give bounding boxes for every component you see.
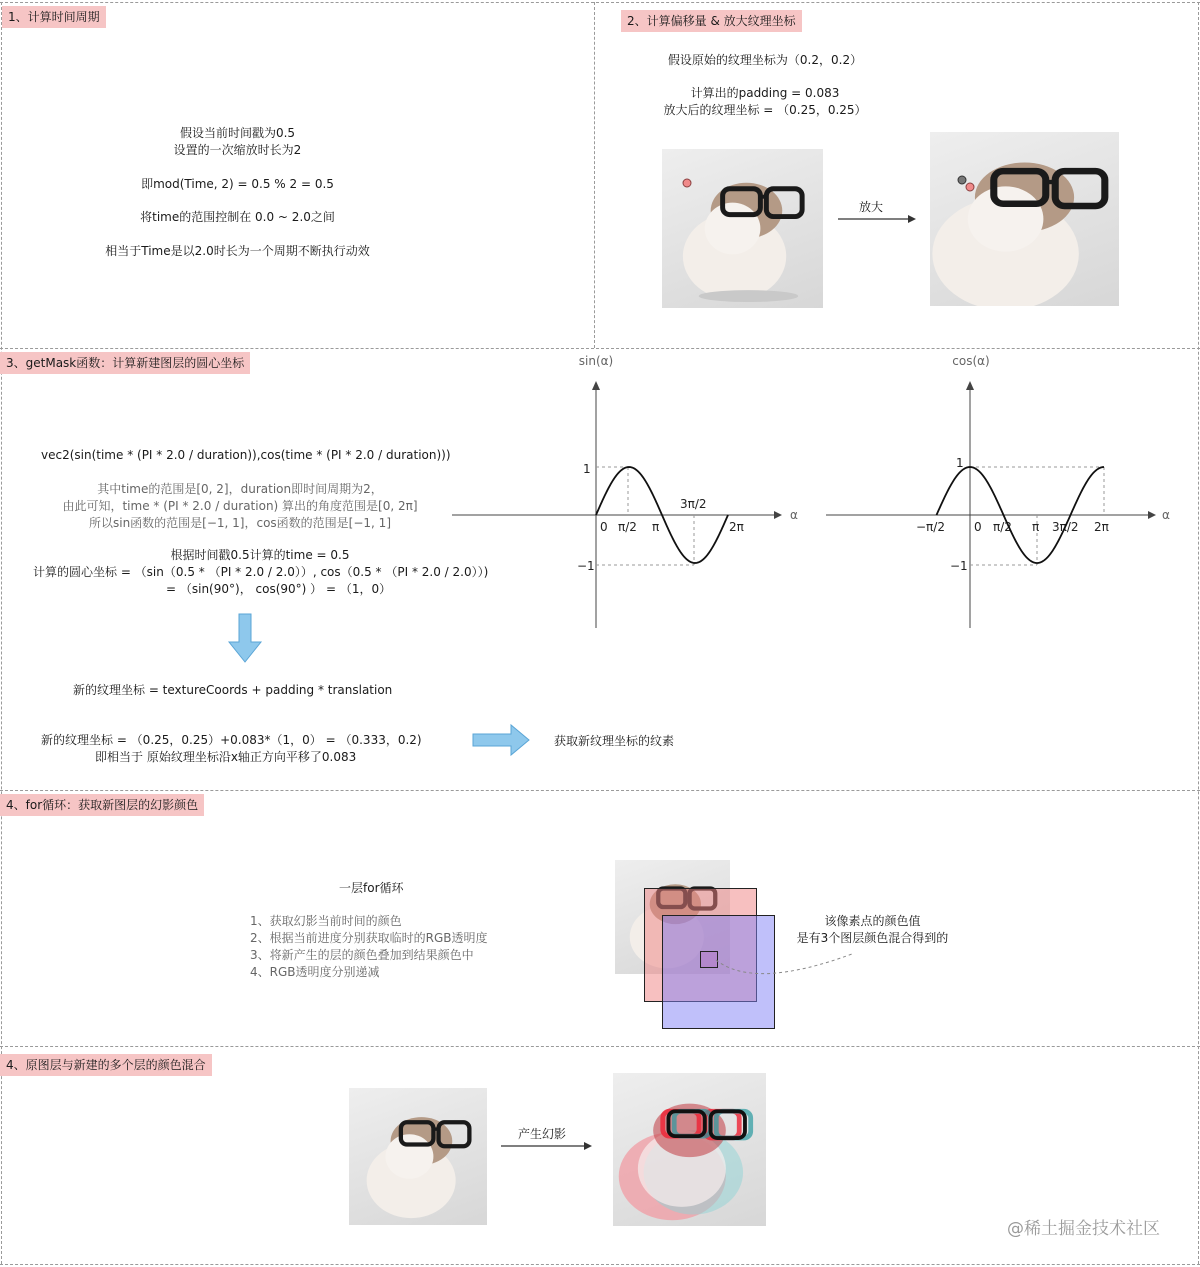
sin-chart (446, 350, 812, 640)
sin-x-tick-half-pi: π/2 (618, 520, 637, 534)
sin-x-arrow-icon (774, 511, 782, 519)
s5-arrow-label: 产生幻影 (517, 1127, 566, 1141)
s4-pixel-note-1: 该像素点的颜色值 (824, 914, 921, 928)
cos-x-tick-pi: π (1032, 520, 1040, 534)
s3-tex-formula: 新的纹理坐标 = textureCoords + padding * translation (73, 683, 393, 697)
divider-3 (0, 1046, 1200, 1047)
cos-chart-title: cos(α) (952, 354, 990, 368)
s3-result: 获取新纹理坐标的纹素 (554, 734, 675, 748)
s4-step-2: 2、根据当前进度分别获取临时的RGB透明度 (250, 931, 488, 945)
sin-chart-title: sin(α) (578, 354, 614, 368)
s1-line-4: 将time的范围控制在 0.0 ~ 2.0之间 (140, 210, 335, 224)
s3-note-3: 所以sin函数的范围是[−1, 1]，cos函数的范围是[−1, 1] (88, 516, 392, 530)
section-2-title: 2、计算偏移量 & 放大纹理坐标 (621, 10, 802, 32)
s2-line-1: 假设原始的纹理坐标为（0.2，0.2） (667, 53, 863, 67)
sin-x-tick-3half-pi: 3π/2 (680, 497, 707, 511)
pixel-connector (714, 950, 864, 990)
cos-y-tick-neg1: −1 (950, 559, 968, 573)
cos-chart (822, 350, 1192, 640)
red-sample-dot-icon (676, 172, 698, 194)
zoom-arrow-icon (836, 213, 918, 225)
sin-x-label: α (790, 508, 798, 522)
s3-calc-2: 计算的圆心坐标 = （sin（0.5 * （PI * 2.0 / 2.0））, cos（0.5 * （PI * 2.0 / 2.0））) (33, 565, 489, 579)
s4-step-1: 1、获取幻影当前时间的颜色 (250, 914, 402, 928)
s2-line-2: 计算出的padding = 0.083 (690, 86, 840, 100)
sin-y-arrow-icon (592, 381, 600, 390)
sin-x-tick-2pi: 2π (729, 520, 744, 534)
s4-step-3: 3、将新产生的层的颜色叠加到结果颜色中 (250, 948, 474, 962)
s3-tex-note: 即相当于 原始纹理坐标沿x轴正方向平移了0.083 (95, 750, 357, 764)
s3-tex-calc: 新的纹理坐标 = （0.25，0.25）+0.083*（1，0） = （0.333，0.2) (41, 733, 422, 747)
divider-vertical (594, 2, 595, 348)
cos-x-tick-3half-pi: 3π/2 (1052, 520, 1079, 534)
s1-line-5: 相当于Time是以2.0时长为一个周期不断执行动效 (105, 244, 370, 258)
divider-2 (0, 790, 1200, 791)
sin-x-tick-0: 0 (600, 520, 608, 534)
sin-x-tick-pi: π (652, 520, 660, 534)
s2-line-3: 放大后的纹理坐标 = （0.25，0.25） (663, 103, 867, 117)
ghost-arrow-icon (499, 1140, 595, 1152)
s4-loop-title: 一层for循环 (339, 881, 404, 895)
sin-y-tick-1: 1 (583, 462, 591, 476)
final-ghost-image (613, 1073, 766, 1226)
cos-y-arrow-icon (966, 381, 974, 390)
divider-1 (0, 348, 1200, 349)
s3-note-2: 由此可知，time * (PI * 2.0 / duration) 算出的角度范围是[0, 2π] (62, 499, 418, 513)
final-ghost-hamster (613, 1073, 766, 1226)
s3-formula: vec2(sin(time * (PI * 2.0 / duration)),cos(time * (PI * 2.0 / duration))) (41, 448, 451, 462)
s3-calc-1: 根据时间戳0.5计算的time = 0.5 (170, 548, 350, 562)
moved-sample-dots-icon (952, 171, 982, 197)
section-4-title: 4、for循环：获取新图层的幻影颜色 (0, 794, 204, 816)
s3-calc-3: = （sin(90°)， cos(90°) ） = （1，0） (166, 582, 392, 596)
cos-x-label: α (1162, 508, 1170, 522)
s1-line-2: 设置的一次缩放时长为2 (173, 143, 302, 157)
top-border (0, 2, 1200, 3)
cos-x-arrow-icon (1148, 511, 1156, 519)
down-arrow-icon (226, 612, 264, 664)
cos-x-tick-neg-half-pi: −π/2 (916, 520, 945, 534)
s2-arrow-label: 放大 (858, 200, 883, 214)
s4-step-4: 4、RGB透明度分别递减 (250, 965, 380, 979)
cos-x-tick-2pi: 2π (1094, 520, 1109, 534)
s1-line-3: 即mod(Time, 2) = 0.5 % 2 = 0.5 (141, 177, 334, 191)
watermark: @稀土掘金技术社区 (1007, 1219, 1160, 1239)
right-border (1198, 2, 1199, 1264)
cos-x-tick-half-pi: π/2 (993, 520, 1012, 534)
section-5-title: 4、原图层与新建的多个层的颜色混合 (0, 1054, 212, 1076)
cos-x-tick-0: 0 (974, 520, 982, 534)
section-1-title: 1、计算时间周期 (2, 6, 106, 28)
cos-y-tick-1: 1 (956, 456, 964, 470)
bottom-border (0, 1264, 1200, 1265)
s3-note-1: 其中time的范围是[0, 2]，duration即时间周期为2， (97, 482, 383, 496)
section-3-title: 3、getMask函数：计算新建图层的圆心坐标 (0, 352, 250, 374)
right-arrow-icon (471, 722, 533, 758)
hamster-zoomed-image (930, 132, 1119, 306)
s1-line-1: 假设当前时间戳为0.5 (179, 126, 296, 140)
final-original-image (349, 1088, 487, 1225)
sin-y-tick-neg1: −1 (577, 559, 595, 573)
s4-pixel-note-2: 是有3个图层颜色混合得到的 (796, 931, 949, 945)
final-original-hamster (349, 1088, 487, 1225)
hamster-zoomed-illustration (930, 132, 1119, 306)
